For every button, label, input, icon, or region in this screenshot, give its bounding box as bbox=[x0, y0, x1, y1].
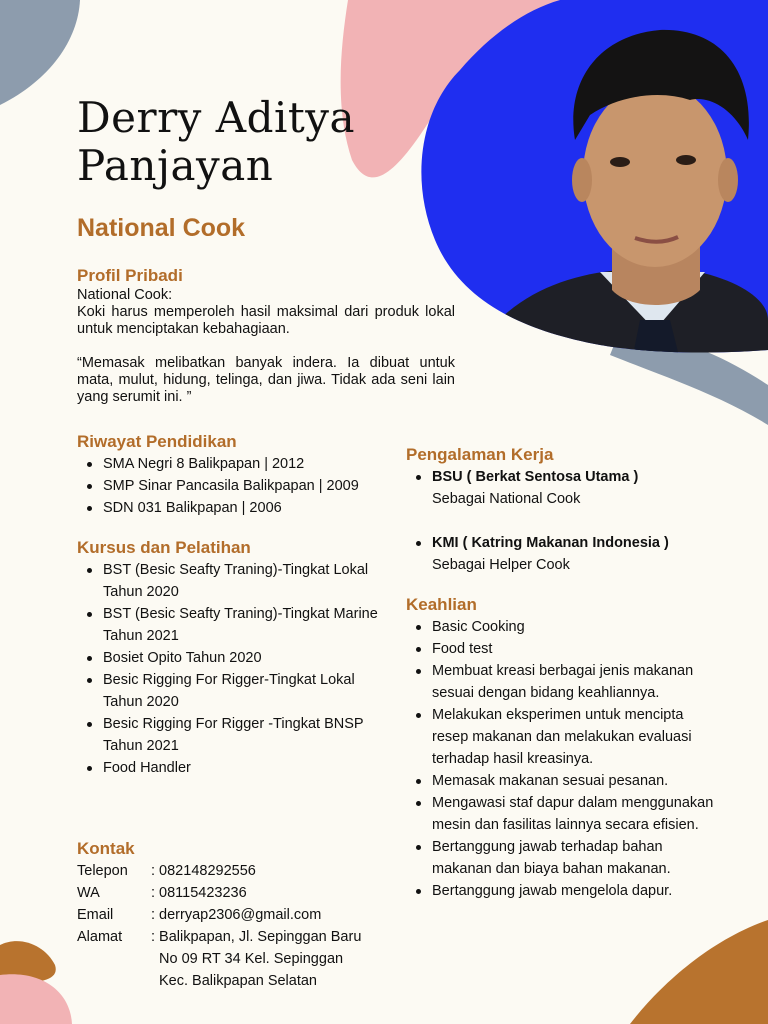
job-entry bbox=[406, 532, 726, 576]
list-item: Mengawasi staf dapur dalam menggunakan mesin dan fasilitas lainnya secara efisien. bbox=[406, 792, 716, 836]
list-item bbox=[77, 603, 387, 647]
profile-line-1: National Cook: bbox=[77, 287, 173, 303]
profile-line-2: Koki harus memperoleh hasil maksimal dari produk lokal untuk menciptakan kebahagiaan. bbox=[77, 304, 455, 337]
course-year: Tahun 2020 bbox=[103, 694, 179, 710]
list-item: Bosiet Opito Tahun 2020 bbox=[77, 647, 387, 669]
address-value bbox=[151, 926, 397, 992]
job-entry bbox=[406, 466, 726, 510]
course-title: Besic Rigging For Rigger-Tingkat Lokal bbox=[103, 672, 355, 688]
course-title: BST (Besic Seafty Traning)-Tingkat Lokal bbox=[103, 562, 369, 578]
list-item: Membuat kreasi berbagai jenis makanan sesuai dengan bidang keahliannya. bbox=[406, 660, 716, 704]
course-title: BST (Besic Seafty Traning)-Tingkat Marine bbox=[103, 606, 378, 622]
contact-email-row bbox=[77, 904, 397, 926]
job-position: Sebagai Helper Cook bbox=[432, 557, 570, 573]
course-year: Tahun 2020 bbox=[103, 584, 179, 600]
job-title: National Cook bbox=[77, 214, 246, 242]
list-item: SMA Negri 8 Balikpapan | 2012 bbox=[77, 453, 397, 475]
profile-quote: “Memasak melibatkan banyak indera. Ia dibuat untuk mata, mulut, hidung, telinga, dan jiwa. Tidak ada seni lain yang serumit ini. ” bbox=[77, 355, 455, 405]
list-item bbox=[77, 559, 387, 603]
education-heading: Riwayat Pendidikan bbox=[77, 432, 237, 451]
email-value: : derryap2306@gmail.com bbox=[151, 907, 322, 923]
education-list bbox=[77, 453, 397, 519]
profile-section bbox=[77, 265, 455, 406]
name-line-2: Panjayan bbox=[77, 141, 274, 190]
list-item: Food test bbox=[406, 638, 716, 660]
contact-section bbox=[77, 838, 397, 992]
person-name bbox=[77, 94, 407, 190]
name-line-1: Derry Aditya bbox=[77, 93, 356, 142]
education-section bbox=[77, 431, 397, 519]
contact-wa-row bbox=[77, 882, 397, 904]
work-section bbox=[406, 444, 726, 598]
address-line-3: Kec. Balikpapan Selatan bbox=[159, 973, 317, 989]
courses-section bbox=[77, 537, 387, 779]
job-company: KMI ( Katring Makanan Indonesia ) bbox=[432, 535, 669, 551]
contact-heading: Kontak bbox=[77, 839, 135, 858]
list-item: Bertanggung jawab terhadap bahan makanan dan biaya bahan makanan. bbox=[406, 836, 716, 880]
list-item bbox=[406, 532, 726, 554]
course-year: Tahun 2021 bbox=[103, 738, 179, 754]
contact-address-row bbox=[77, 926, 397, 992]
wa-value: : 08115423236 bbox=[151, 885, 247, 901]
contact-phone-row bbox=[77, 860, 397, 882]
list-item bbox=[77, 713, 387, 757]
list-item bbox=[77, 669, 387, 713]
courses-list bbox=[77, 559, 387, 779]
list-item: SMP Sinar Pancasila Balikpapan | 2009 bbox=[77, 475, 397, 497]
list-item: Memasak makanan sesuai pesanan. bbox=[406, 770, 716, 792]
list-item: Food Handler bbox=[77, 757, 387, 779]
skills-heading: Keahlian bbox=[406, 595, 477, 614]
work-heading: Pengalaman Kerja bbox=[406, 445, 554, 464]
address-line-1: : Balikpapan, Jl. Sepinggan Baru bbox=[151, 929, 362, 945]
job-company: BSU ( Berkat Sentosa Utama ) bbox=[432, 469, 639, 485]
list-item: Melakukan eksperimen untuk mencipta resep makanan dan melakukan evaluasi terhadap hasil kreasinya. bbox=[406, 704, 716, 770]
skills-section bbox=[406, 594, 716, 902]
profile-heading: Profil Pribadi bbox=[77, 266, 183, 285]
course-year: Tahun 2021 bbox=[103, 628, 179, 644]
address-label: Alamat bbox=[77, 929, 123, 945]
course-title: Besic Rigging For Rigger -Tingkat BNSP bbox=[103, 716, 364, 732]
list-item: Basic Cooking bbox=[406, 616, 716, 638]
job-position: Sebagai National Cook bbox=[432, 491, 581, 507]
email-label: Email bbox=[77, 907, 114, 923]
address-line-2: No 09 RT 34 Kel. Sepinggan bbox=[159, 951, 344, 967]
phone-value: : 082148292556 bbox=[151, 863, 256, 879]
phone-label: Telepon bbox=[77, 863, 128, 879]
list-item: Bertanggung jawab mengelola dapur. bbox=[406, 880, 716, 902]
skills-list bbox=[406, 616, 716, 902]
list-item: SDN 031 Balikpapan | 2006 bbox=[77, 497, 397, 519]
wa-label: WA bbox=[77, 885, 100, 901]
list-item bbox=[406, 466, 726, 488]
courses-heading: Kursus dan Pelatihan bbox=[77, 538, 251, 557]
